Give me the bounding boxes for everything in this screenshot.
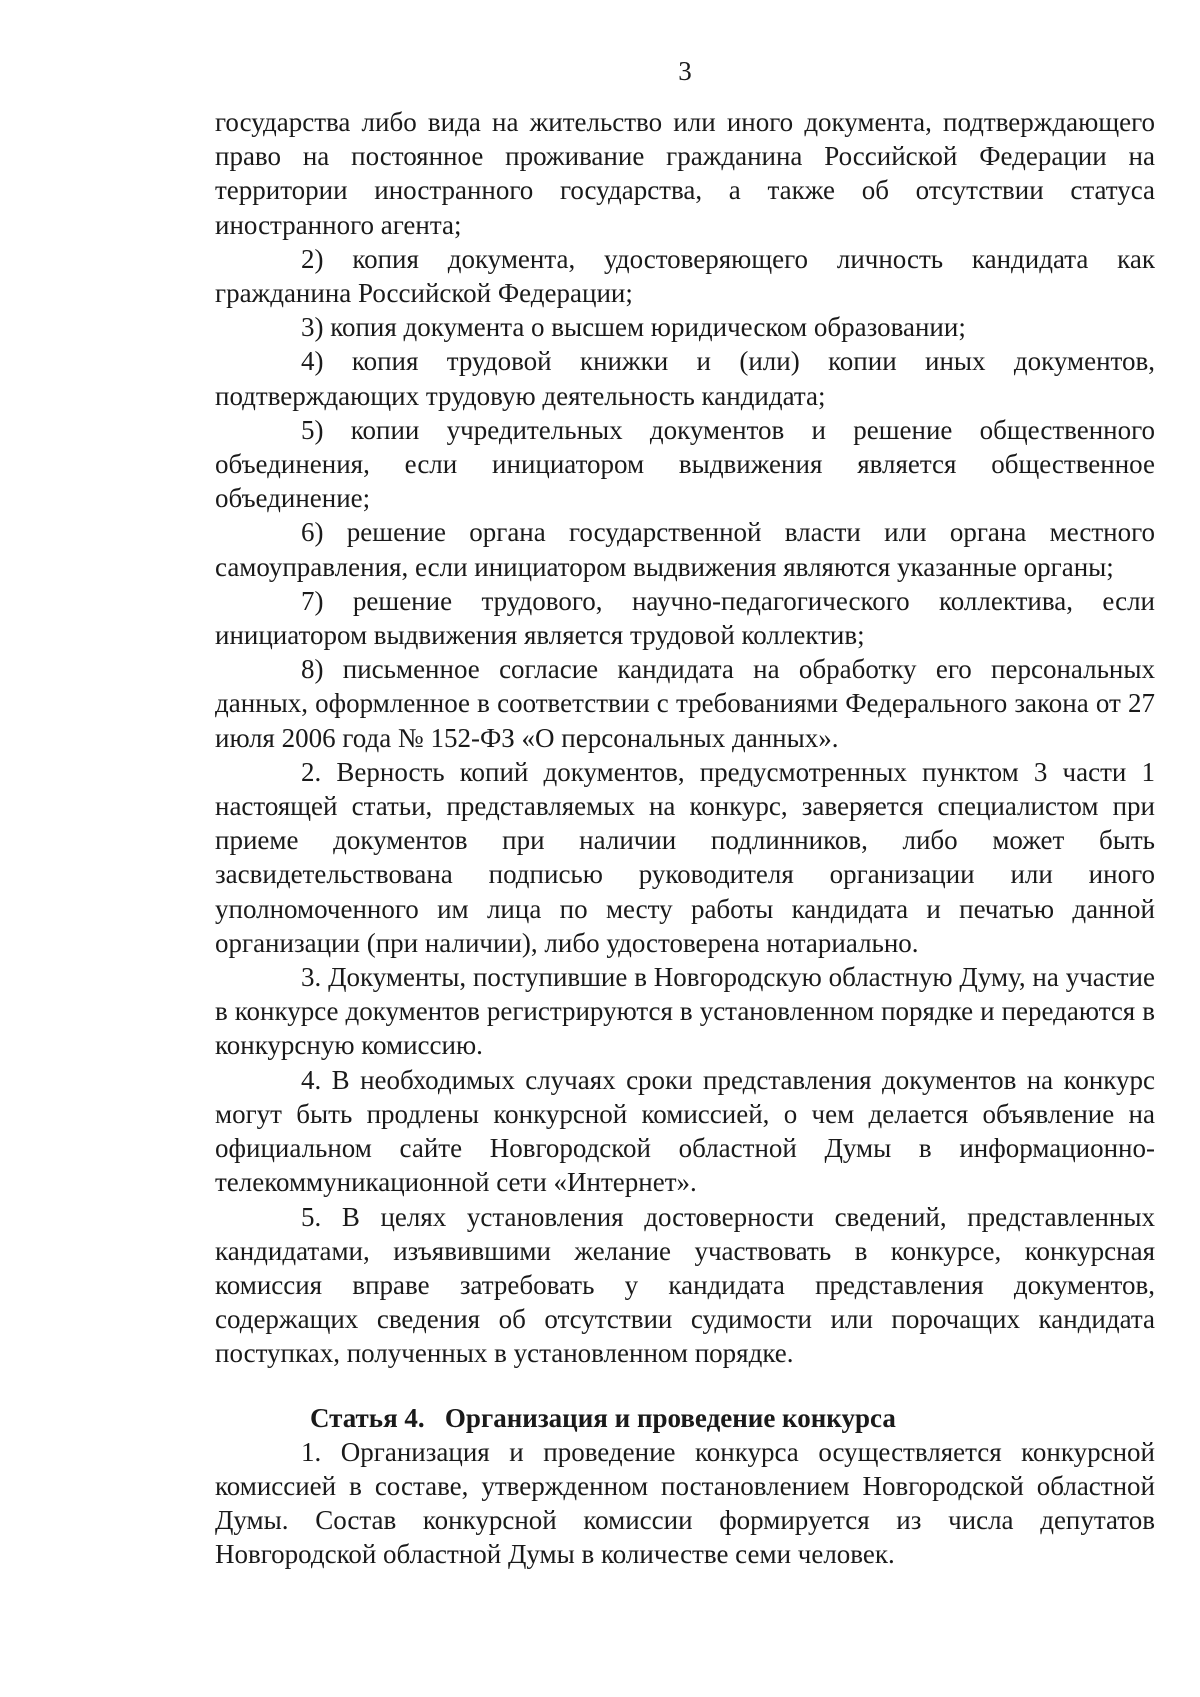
list-item-2: 2) копия документа, удостоверяющего личность кандидата как гражданина Российской Федерации; (215, 243, 1155, 309)
list-item-5: 5) копии учредительных документов и решение общественного объединения, если инициатором выдвижения является общественное объединение; (215, 414, 1155, 514)
list-item-4: 4) копия трудовой книжки и (или) копии иных документов, подтверждающих трудовую деятельность кандидата; (215, 346, 1155, 411)
list-item-3: 3) копия документа о высшем юридическом образовании; (301, 312, 966, 343)
clause-4: 4. В необходимых случаях сроки представления документов на конкурс могут быть продлены конкурсной комиссией, о чем делается объявление на официальном сайте Новгородской областной Думы в информационно-телекоммуникационной сети «Интернет». (215, 1064, 1155, 1198)
list-item-7: 7) решение трудового, научно-педагогического коллектива, если инициатором выдвижения является трудовой коллектив; (215, 585, 1155, 651)
clause-2: 2. Верность копий документов, предусмотренных пунктом 3 части 1 настоящей статьи, представляемых на конкурс, заверяется специалистом при приеме документов при наличии подлинников, либо может быть засвидетельствована подписью руководителя организации или иного уполномоченного им лица по месту работы кандидата и печатью данной организации (при наличии), либо удостоверена нотариально. (215, 756, 1155, 958)
list-item-8: 8) письменное согласие кандидата на обработку его персональных данных, оформленное в соответствии с требованиями Федерального закона от 27 июля 2006 года № 152-ФЗ «О персональных данных». (215, 654, 1155, 753)
article-heading: Статья 4. Организация и проведение конкурса (310, 1402, 896, 1433)
document-body (215, 105, 1155, 1572)
clause-3: 3. Документы, поступившие в Новгородскую областную Думу, на участие в конкурсе документов регистрируются в установленном порядке и передаются в конкурсную комиссию. (215, 962, 1155, 1061)
clause-5: 5. В целях установления достоверности сведений, представленных кандидатами, изъявившими желание участвовать в конкурсе, конкурсная комиссия вправе затребовать у кандидата представления документов, содержащих сведения об отсутствии судимости или порочащих кандидата поступках, полученных в установленном порядке. (215, 1201, 1155, 1369)
page-number: 3 (678, 56, 692, 86)
article-4-clause-1: 1. Организация и проведение конкурса осуществляется конкурсной комиссией в составе, утвержденном постановлением Новгородской областной Думы. Состав конкурсной комиссии формируется из числа депутатов Новгородской областной Думы в количестве семи человек. (215, 1436, 1155, 1570)
list-item-6: 6) решение органа государственной власти или органа местного самоуправления, если инициатором выдвижения являются указанные органы; (215, 517, 1155, 582)
paragraph-continuation: государства либо вида на жительство или иного документа, подтверждающего право на постоянное проживание гражданина Российской Федерации на территории иностранного государства, а также об отсутствии статуса иностранного агента; (215, 107, 1155, 240)
